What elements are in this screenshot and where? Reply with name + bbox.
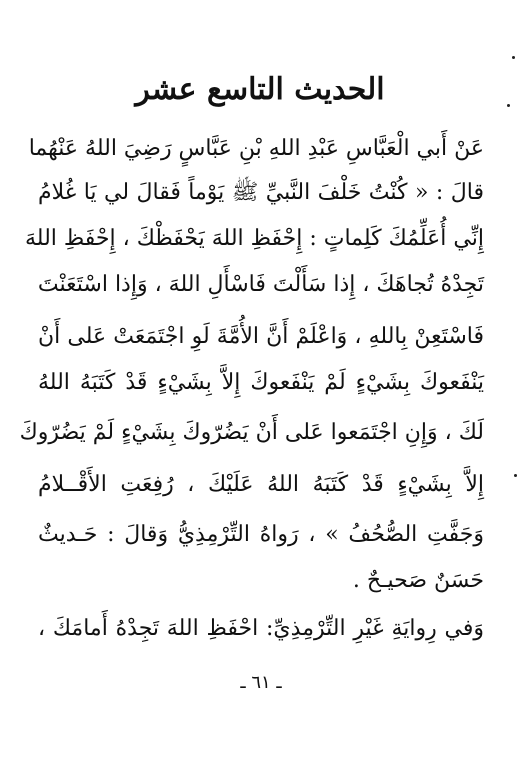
text-line-1: عَنْ أَبي الْعَبَّاسِ عَبْدِ اللهِ بْنِ عَبَّاسٍ رَضِيَ اللهُ عَنْهُما xyxy=(28,136,484,161)
text-line-10: حَسَنٌ صَحيـحٌ . xyxy=(352,568,484,593)
text-line-5: فَاسْتَعِنْ بِاللهِ ، وَاعْلَمْ أَنَّ الأُمَّةَ لَوِ اجْتَمَعَتْ عَلى أَنْ xyxy=(38,324,484,349)
text-line-11: وَفي رِوايَةِ غَيْرِ التِّرْمِذِيِّ: احْفَظِ اللهَ تَجِدْهُ أَمامَكَ ، xyxy=(38,616,484,641)
text-line-4: تَجِدْهُ تُجاهَكَ ، إِذا سَأَلْتَ فَاسْأَلِ اللهَ ، وَإِذا اسْتَعَنْتَ xyxy=(37,272,484,297)
text-line-6: يَنْفَعوكَ بِشَيْءٍ لَمْ يَنْفَعوكَ إِلاَّ بِشَيْءٍ قَدْ كَتَبَهُ اللهُ xyxy=(38,370,484,395)
text-line-8: إِلاَّ بِشَيْءٍ قَدْ كَتَبَهُ اللهُ عَلَيْكَ ، رُفِعَتِ الأَقْــلامُ xyxy=(38,472,484,497)
page-number: ـ ٦١ ـ xyxy=(240,672,282,693)
scan-speck xyxy=(507,104,510,107)
hadith-title: الحديث التاسع عشر xyxy=(135,72,385,107)
scan-speck xyxy=(514,474,517,477)
text-line-2: قالَ : « كُنْتُ خَلْفَ النَّبيِّ ﷺ يَوْماً فَقالَ لي يَا غُلامُ xyxy=(38,180,484,205)
text-line-3: إِنِّي أُعَلِّمُكَ كَلِماتٍ : إِحْفَظِ اللهَ يَحْفَظْكَ ، إِحْفَظِ اللهَ xyxy=(25,226,484,251)
text-line-7: لَكَ ، وَإِنِ اجْتَمَعوا عَلى أَنْ يَضُرّوكَ بِشَيْءٍ لَمْ يَضُرّوكَ xyxy=(19,420,484,445)
text-line-9: وَجَفَّتِ الصُّحُفُ » ، رَواهُ التِّرْمِذِيُّ وَقالَ : حَـديثٌ xyxy=(38,522,484,547)
scan-speck xyxy=(512,56,515,59)
